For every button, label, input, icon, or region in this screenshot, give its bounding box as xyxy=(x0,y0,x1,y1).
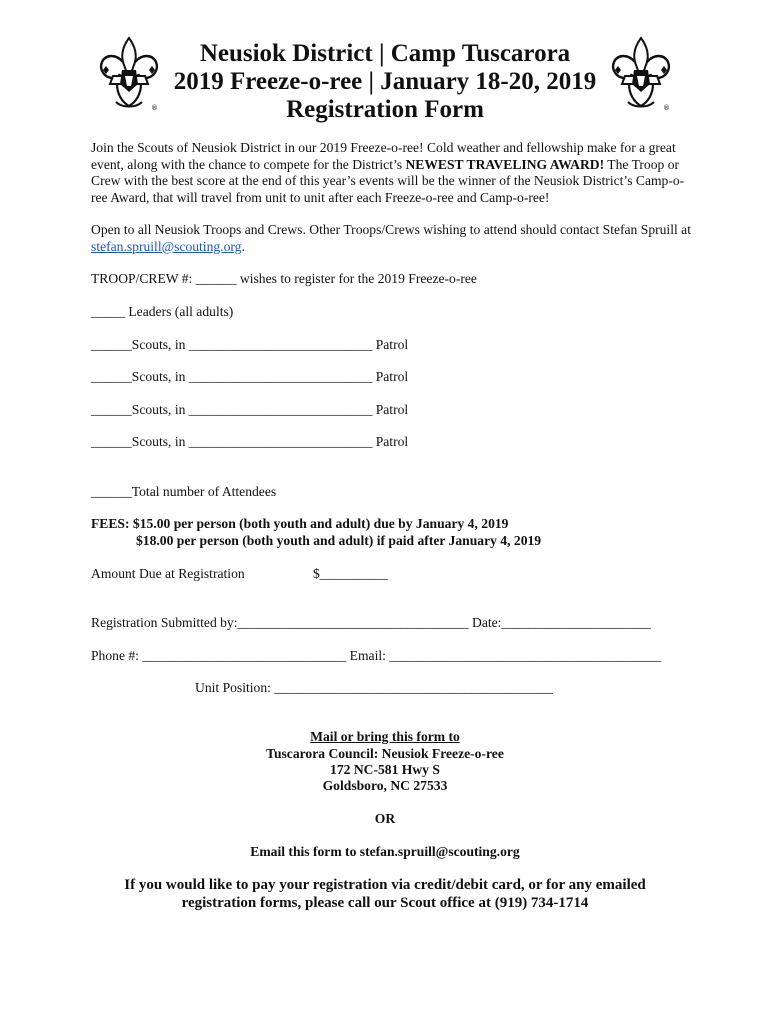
payment-note xyxy=(95,876,675,912)
troop-crew-field[interactable]: TROOP/CREW #: ______ wishes to register for the 2019 Freeze-o-ree xyxy=(91,271,477,286)
title-line-3: Registration Form xyxy=(286,96,484,123)
scouts-patrol-field-4[interactable]: ______Scouts, in ___________________________ Patrol xyxy=(91,434,409,449)
registered-mark: ® xyxy=(663,104,670,112)
mail-address-line-2: 172 NC-581 Hwy S xyxy=(330,762,440,777)
phone-email-field[interactable]: Phone #: ______________________________ Email: ________________________________________ xyxy=(91,648,662,663)
title-line-1: Neusiok District | Camp Tuscarora xyxy=(199,40,571,67)
intro-award-bold: NEWEST TRAVELING AWARD! xyxy=(405,156,605,172)
mail-address-line-3: Goldsboro, NC 27533 xyxy=(322,778,448,793)
payment-note-line-2: registration forms, please call our Scout office at (919) 734-1714 xyxy=(181,895,589,911)
email-form-line: Email this form to stefan.spruill@scouting.org xyxy=(250,844,520,859)
page-title xyxy=(140,40,630,124)
scouts-patrol-field-2[interactable]: ______Scouts, in ___________________________ Patrol xyxy=(91,369,409,384)
title-line-2: 2019 Freeze-o-ree | January 18-20, 2019 xyxy=(173,68,597,95)
open-text: Open to all Neusiok Troops and Crews. Other Troops/Crews wishing to attend should contact Stefan Spruill at xyxy=(91,222,691,237)
intro-paragraph xyxy=(91,140,691,206)
fees-line-2: $18.00 per person (both youth and adult) if paid after January 4, 2019 xyxy=(136,533,542,548)
intro-text-1: Join the Scouts of Neusiok District in our 2019 Freeze-o-ree! Cold weather and fellowship make for a great event, along with the chance to compete for the District’s xyxy=(91,140,676,172)
scouts-patrol-field-1[interactable]: ______Scouts, in ___________________________ Patrol xyxy=(91,337,409,352)
total-attendees-field[interactable]: ______Total number of Attendees xyxy=(91,484,277,499)
amount-due-label: Amount Due at Registration xyxy=(91,566,245,581)
contact-email-link[interactable]: stefan.spruill@scouting.org xyxy=(91,238,242,254)
open-end: . xyxy=(241,238,245,254)
mail-heading: Mail or bring this form to xyxy=(310,729,460,744)
or-separator: OR xyxy=(374,811,396,826)
scouts-patrol-field-3[interactable]: ______Scouts, in ___________________________ Patrol xyxy=(91,402,409,417)
leaders-field[interactable]: _____ Leaders (all adults) xyxy=(91,304,234,319)
payment-note-line-1: If you would like to pay your registration via credit/debit card, or for any emailed xyxy=(124,877,646,893)
fees-line-1: FEES: $15.00 per person (both youth and adult) due by January 4, 2019 xyxy=(91,516,509,531)
unit-position-field[interactable]: Unit Position: _________________________________________ xyxy=(195,680,553,695)
intro-text-2: The Troop or Crew with the best score at the end of this year’s events will be the winner of the Neusiok District’s Camp-o-ree Award, that will travel from unit to unit after each Freeze-o-ree and Camp-o-ree! xyxy=(91,156,685,205)
registered-mark: ® xyxy=(151,104,158,112)
amount-due-field[interactable]: $__________ xyxy=(313,566,388,581)
mail-address-line-1: Tuscarora Council: Neusiok Freeze-o-ree xyxy=(266,746,504,761)
open-paragraph xyxy=(91,222,691,255)
submitted-by-date-field[interactable]: Registration Submitted by:__________________________________ Date:______________________ xyxy=(91,615,651,630)
